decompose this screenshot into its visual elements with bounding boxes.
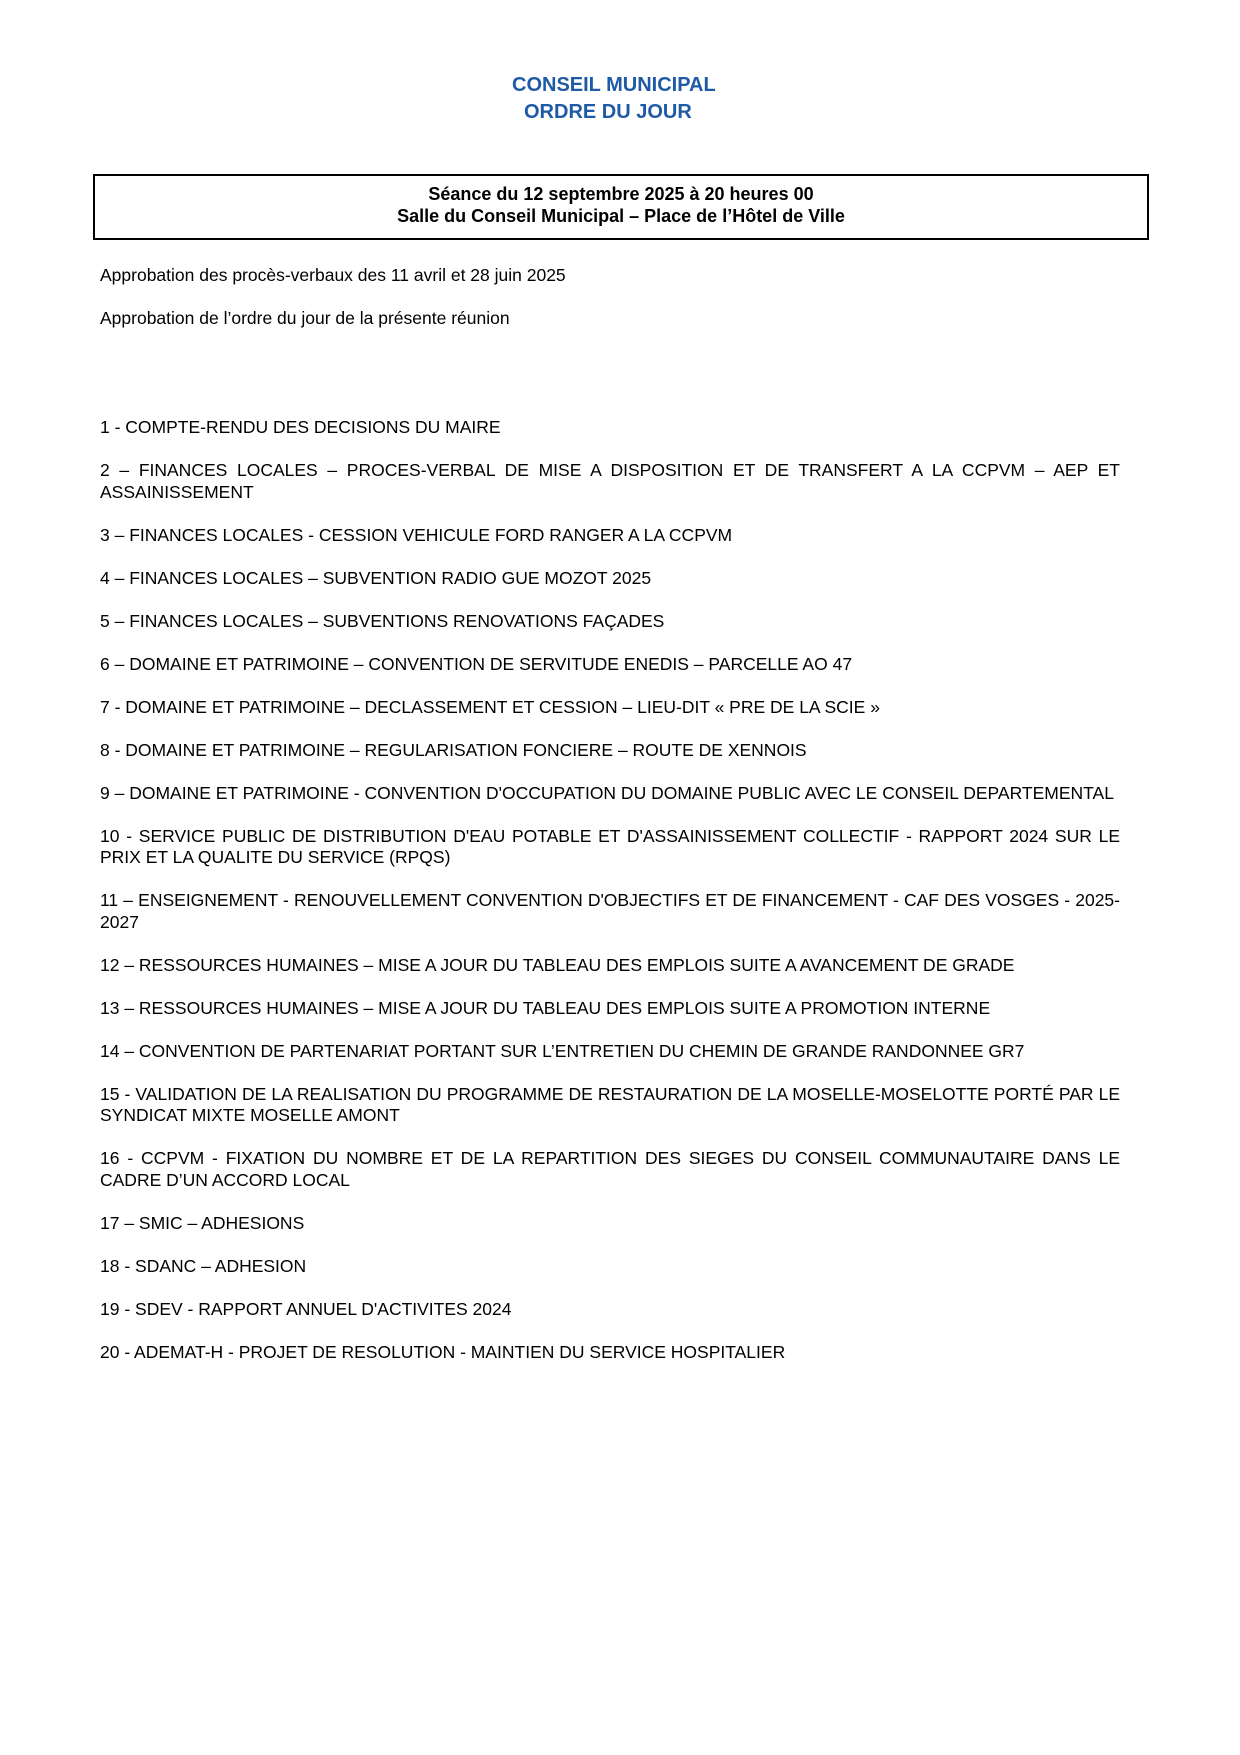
session-info-box xyxy=(93,174,1149,240)
agenda-item: 17 – SMIC – ADHESIONS xyxy=(100,1212,305,1233)
intro-approval-agenda: Approbation de l’ordre du jour de la présente réunion xyxy=(100,308,510,328)
agenda-list xyxy=(100,417,1120,1385)
agenda-item: 16 - CCPVM - FIXATION DU NOMBRE ET DE LA REPARTITION DES SIEGES DU CONSEIL COMMUNAUTAIRE DANS LE CADRE D’UN ACCORD LOCAL xyxy=(100,1148,1120,1190)
agenda-item: 15 - VALIDATION DE LA REALISATION DU PROGRAMME DE RESTAURATION DE LA MOSELLE-MOSELOTTE PORTÉ PAR LE SYNDICAT MIXTE MOSELLE AMONT xyxy=(100,1083,1120,1125)
agenda-item: 11 – ENSEIGNEMENT - RENOUVELLEMENT CONVENTION D'OBJECTIFS ET DE FINANCEMENT - CAF DES VOSGES - 2025-2027 xyxy=(100,890,1120,932)
agenda-item: 7 - DOMAINE ET PATRIMOINE – DECLASSEMENT ET CESSION – LIEU-DIT « PRE DE LA SCIE » xyxy=(100,696,880,717)
session-place: Salle du Conseil Municipal – Place de l’Hôtel de Ville xyxy=(397,206,845,226)
session-date: Séance du 12 septembre 2025 à 20 heures 00 xyxy=(428,184,814,204)
intro-approval-minutes: Approbation des procès-verbaux des 11 avril et 28 juin 2025 xyxy=(100,265,566,285)
agenda-item: 14 – CONVENTION DE PARTENARIAT PORTANT SUR L’ENTRETIEN DU CHEMIN DE GRANDE RANDONNEE GR7 xyxy=(100,1040,1025,1061)
agenda-item: 9 – DOMAINE ET PATRIMOINE - CONVENTION D'OCCUPATION DU DOMAINE PUBLIC AVEC LE CONSEIL DEPARTEMENTAL xyxy=(100,782,1114,803)
agenda-item: 12 – RESSOURCES HUMAINES – MISE A JOUR DU TABLEAU DES EMPLOIS SUITE A AVANCEMENT DE GRADE xyxy=(100,954,1015,975)
agenda-item: 13 – RESSOURCES HUMAINES – MISE A JOUR DU TABLEAU DES EMPLOIS SUITE A PROMOTION INTERNE xyxy=(100,997,991,1018)
agenda-item: 10 - SERVICE PUBLIC DE DISTRIBUTION D'EAU POTABLE ET D'ASSAINISSEMENT COLLECTIF - RAPPORT 2024 SUR LE PRIX ET LA QUALITE DU SERVICE (RPQS) xyxy=(100,825,1120,867)
agenda-item: 2 – FINANCES LOCALES – PROCES-VERBAL DE MISE A DISPOSITION ET DE TRANSFERT A LA CCPVM – AEP ET ASSAINISSEMENT xyxy=(100,460,1120,502)
agenda-item: 18 - SDANC – ADHESION xyxy=(100,1255,307,1276)
page-title xyxy=(0,72,1240,126)
agenda-item: 1 - COMPTE-RENDU DES DECISIONS DU MAIRE xyxy=(100,417,501,437)
agenda-item: 19 - SDEV - RAPPORT ANNUEL D'ACTIVITES 2024 xyxy=(100,1298,512,1319)
agenda-item: 20 - ADEMAT-H - PROJET DE RESOLUTION - MAINTIEN DU SERVICE HOSPITALIER xyxy=(100,1341,786,1362)
title-conseil-municipal: CONSEIL MUNICIPAL xyxy=(512,74,716,96)
agenda-item: 5 – FINANCES LOCALES – SUBVENTIONS RENOVATIONS FAÇADES xyxy=(100,610,665,631)
agenda-item: 3 – FINANCES LOCALES - CESSION VEHICULE FORD RANGER A LA CCPVM xyxy=(100,524,733,545)
agenda-item: 8 - DOMAINE ET PATRIMOINE – REGULARISATION FONCIERE – ROUTE DE XENNOIS xyxy=(100,739,807,760)
agenda-item: 6 – DOMAINE ET PATRIMOINE – CONVENTION DE SERVITUDE ENEDIS – PARCELLE AO 47 xyxy=(100,653,853,674)
title-ordre-du-jour: ORDRE DU JOUR xyxy=(524,101,692,123)
agenda-item: 4 – FINANCES LOCALES – SUBVENTION RADIO GUE MOZOT 2025 xyxy=(100,567,652,588)
